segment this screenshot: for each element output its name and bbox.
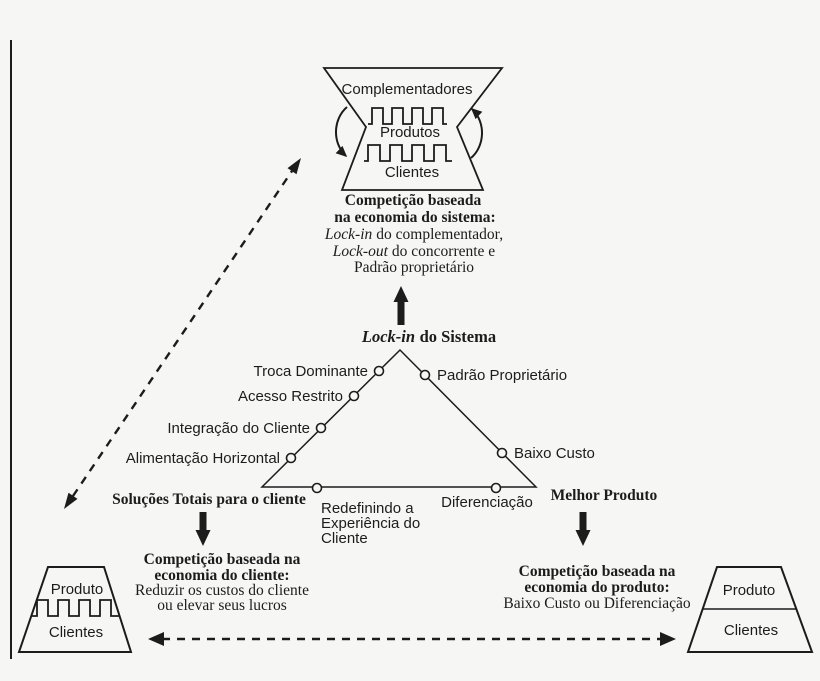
pyramid-right-clients-label: Clientes [723,622,779,639]
label-diferenciacao: Diferenciação [441,494,533,511]
option-marker-troca [375,367,384,376]
horizontal-arrowhead-left-icon [148,632,164,646]
system-hourglass [324,68,502,190]
up-block-arrow-icon [394,286,409,325]
label-baixo-custo: Baixo Custo [514,445,595,462]
option-marker-redefinindo [313,484,322,493]
interlock-comb-top-icon [368,108,447,124]
pyramid-left-clients-label: Clientes [48,624,104,641]
system-caption-line5: Padrão proprietário [353,259,475,276]
right-strategy-title: Melhor Produto [550,487,658,504]
option-marker-integracao [317,424,326,433]
horizontal-dashed-arrow [148,632,676,646]
pyramid-left-product-label: Produto [50,581,104,598]
system-caption-line4: Lock-out do concorrente e [332,243,496,260]
right-strategy-caption3: Baixo Custo ou Diferenciação [503,595,691,612]
customer-pyramid-right [688,567,812,652]
strategy-triangle [126,327,595,547]
option-marker-alimentacao [287,454,296,463]
system-caption [324,192,503,276]
hourglass-complementors-label: Complementadores [341,81,473,98]
left-strategy-title: Soluções Totais para o cliente [112,491,306,508]
triangle-apex-label: Lock-in do Sistema [361,327,497,346]
horizontal-arrowhead-right-icon [660,632,676,646]
diagonal-dashed-line [73,171,292,496]
interlock-comb-pyramid-icon [31,600,119,616]
label-acesso-restrito: Acesso Restrito [237,388,343,405]
customer-pyramid-left [19,567,131,652]
diagonal-arrowhead-top-icon [288,158,302,174]
left-strategy-caption3: Reduzir os custos do cliente [135,582,309,599]
right-strategy-caption2: economia do produto: [524,579,670,596]
interlock-comb-bottom-icon [364,145,452,161]
left-strategy-caption4: ou elevar seus lucros [157,597,287,614]
option-marker-acesso [350,392,359,401]
cycle-arrow-left-icon [336,107,347,156]
label-redefinindo-line3: Cliente [321,530,368,547]
diagonal-arrowhead-bottom-icon [64,493,78,509]
label-redefinindo-line1: Redefinindo a [321,500,414,517]
down-block-arrow-right-icon [576,512,591,546]
pyramid-right-product-label: Produto [722,582,776,599]
hourglass-products-label: Produtos [379,124,441,141]
down-block-arrow-left-icon [196,512,211,546]
label-alimentacao-horizontal: Alimentação Horizontal [125,450,280,467]
left-strategy-caption1: Competição baseada na [143,551,301,568]
option-marker-padrao [421,371,430,380]
label-padrao-proprietario: Padrão Proprietário [437,367,568,384]
right-strategy-caption1: Competição baseada na [518,563,676,580]
system-caption-line1: Competição baseada [344,192,482,209]
cycle-arrow-right-icon [471,109,482,158]
label-redefinindo-line2: Experiência do [321,515,421,532]
left-strategy [112,491,309,614]
option-marker-diferenciacao [492,484,501,493]
label-troca-dominante: Troca Dominante [253,363,368,380]
option-marker-baixo-custo [498,449,507,458]
left-strategy-caption2: economia do cliente: [154,567,290,584]
system-caption-line3: Lock-in do complementador, [324,226,504,243]
hourglass-clients-label: Clientes [384,164,440,181]
system-caption-line2: na economia do sistema: [334,209,496,226]
label-integracao-cliente: Integração do Cliente [167,420,310,437]
